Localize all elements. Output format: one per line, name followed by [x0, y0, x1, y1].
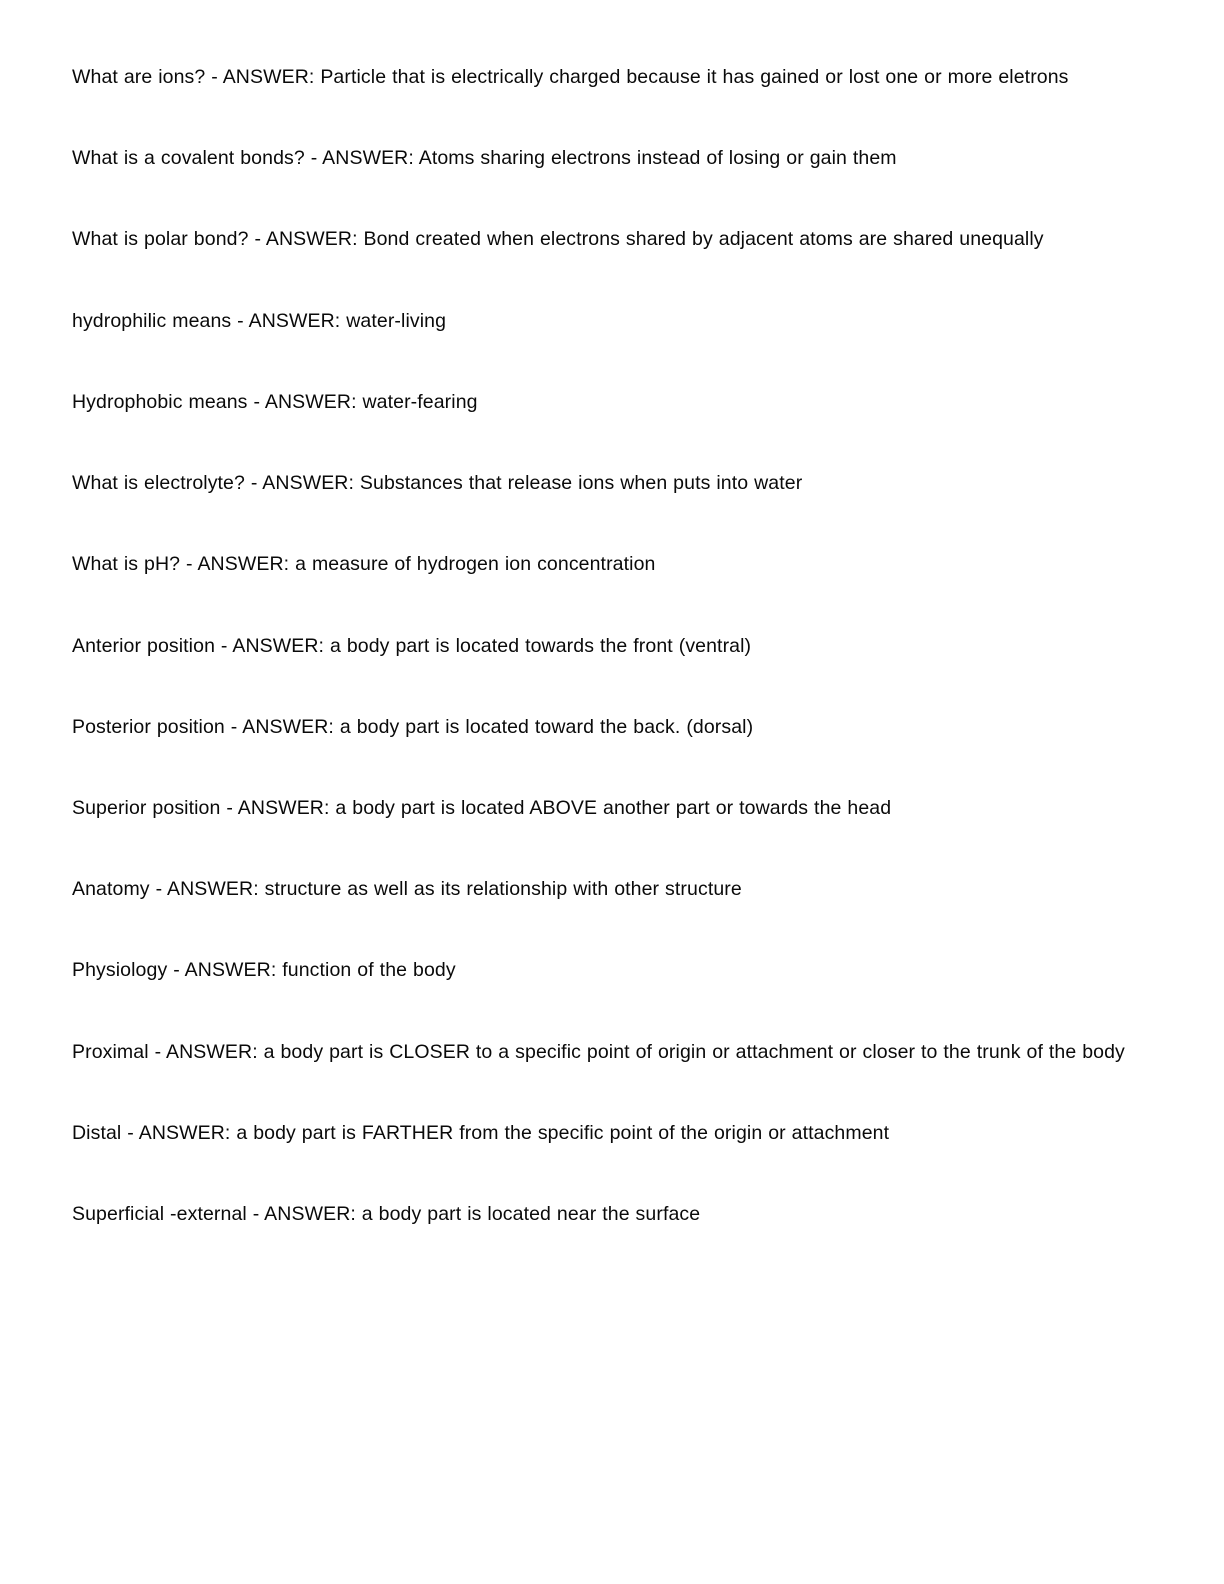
qa-item: Superficial -external - ANSWER: a body part is located near the surface: [72, 1203, 701, 1226]
qa-item: Physiology - ANSWER: function of the body: [72, 959, 456, 982]
qa-item: Anatomy - ANSWER: structure as well as its relationship with other structure: [72, 878, 742, 901]
qa-item: What are ions? - ANSWER: Particle that is electrically charged because it has gained or lost one or more eletrons: [72, 66, 1069, 88]
qa-item: Proximal - ANSWER: a body part is CLOSER to a specific point of origin or attachment or closer to the trunk of the body: [72, 1040, 1125, 1063]
qa-item: Posterior position - ANSWER: a body part is located toward the back. (dorsal): [72, 715, 754, 738]
qa-list: [72, 62, 1134, 1229]
qa-item: hydrophilic means - ANSWER: water-living: [72, 309, 447, 332]
qa-item: What is a covalent bonds? - ANSWER: Atoms sharing electrons instead of losing or gain them: [72, 147, 897, 170]
qa-item: Distal - ANSWER: a body part is FARTHER from the specific point of the origin or attachment: [72, 1121, 890, 1144]
qa-item: What is polar bond? - ANSWER: Bond created when electrons shared by adjacent atoms are shared unequally: [72, 228, 1044, 251]
qa-item: Superior position - ANSWER: a body part is located ABOVE another part or towards the head: [72, 796, 892, 819]
qa-item: What is electrolyte? - ANSWER: Substances that release ions when puts into water: [72, 472, 803, 495]
qa-item: What is pH? - ANSWER: a measure of hydrogen ion concentration: [72, 553, 656, 576]
qa-item: Hydrophobic means - ANSWER: water-fearing: [72, 390, 478, 413]
qa-item: Anterior position - ANSWER: a body part is located towards the front (ventral): [72, 634, 752, 657]
